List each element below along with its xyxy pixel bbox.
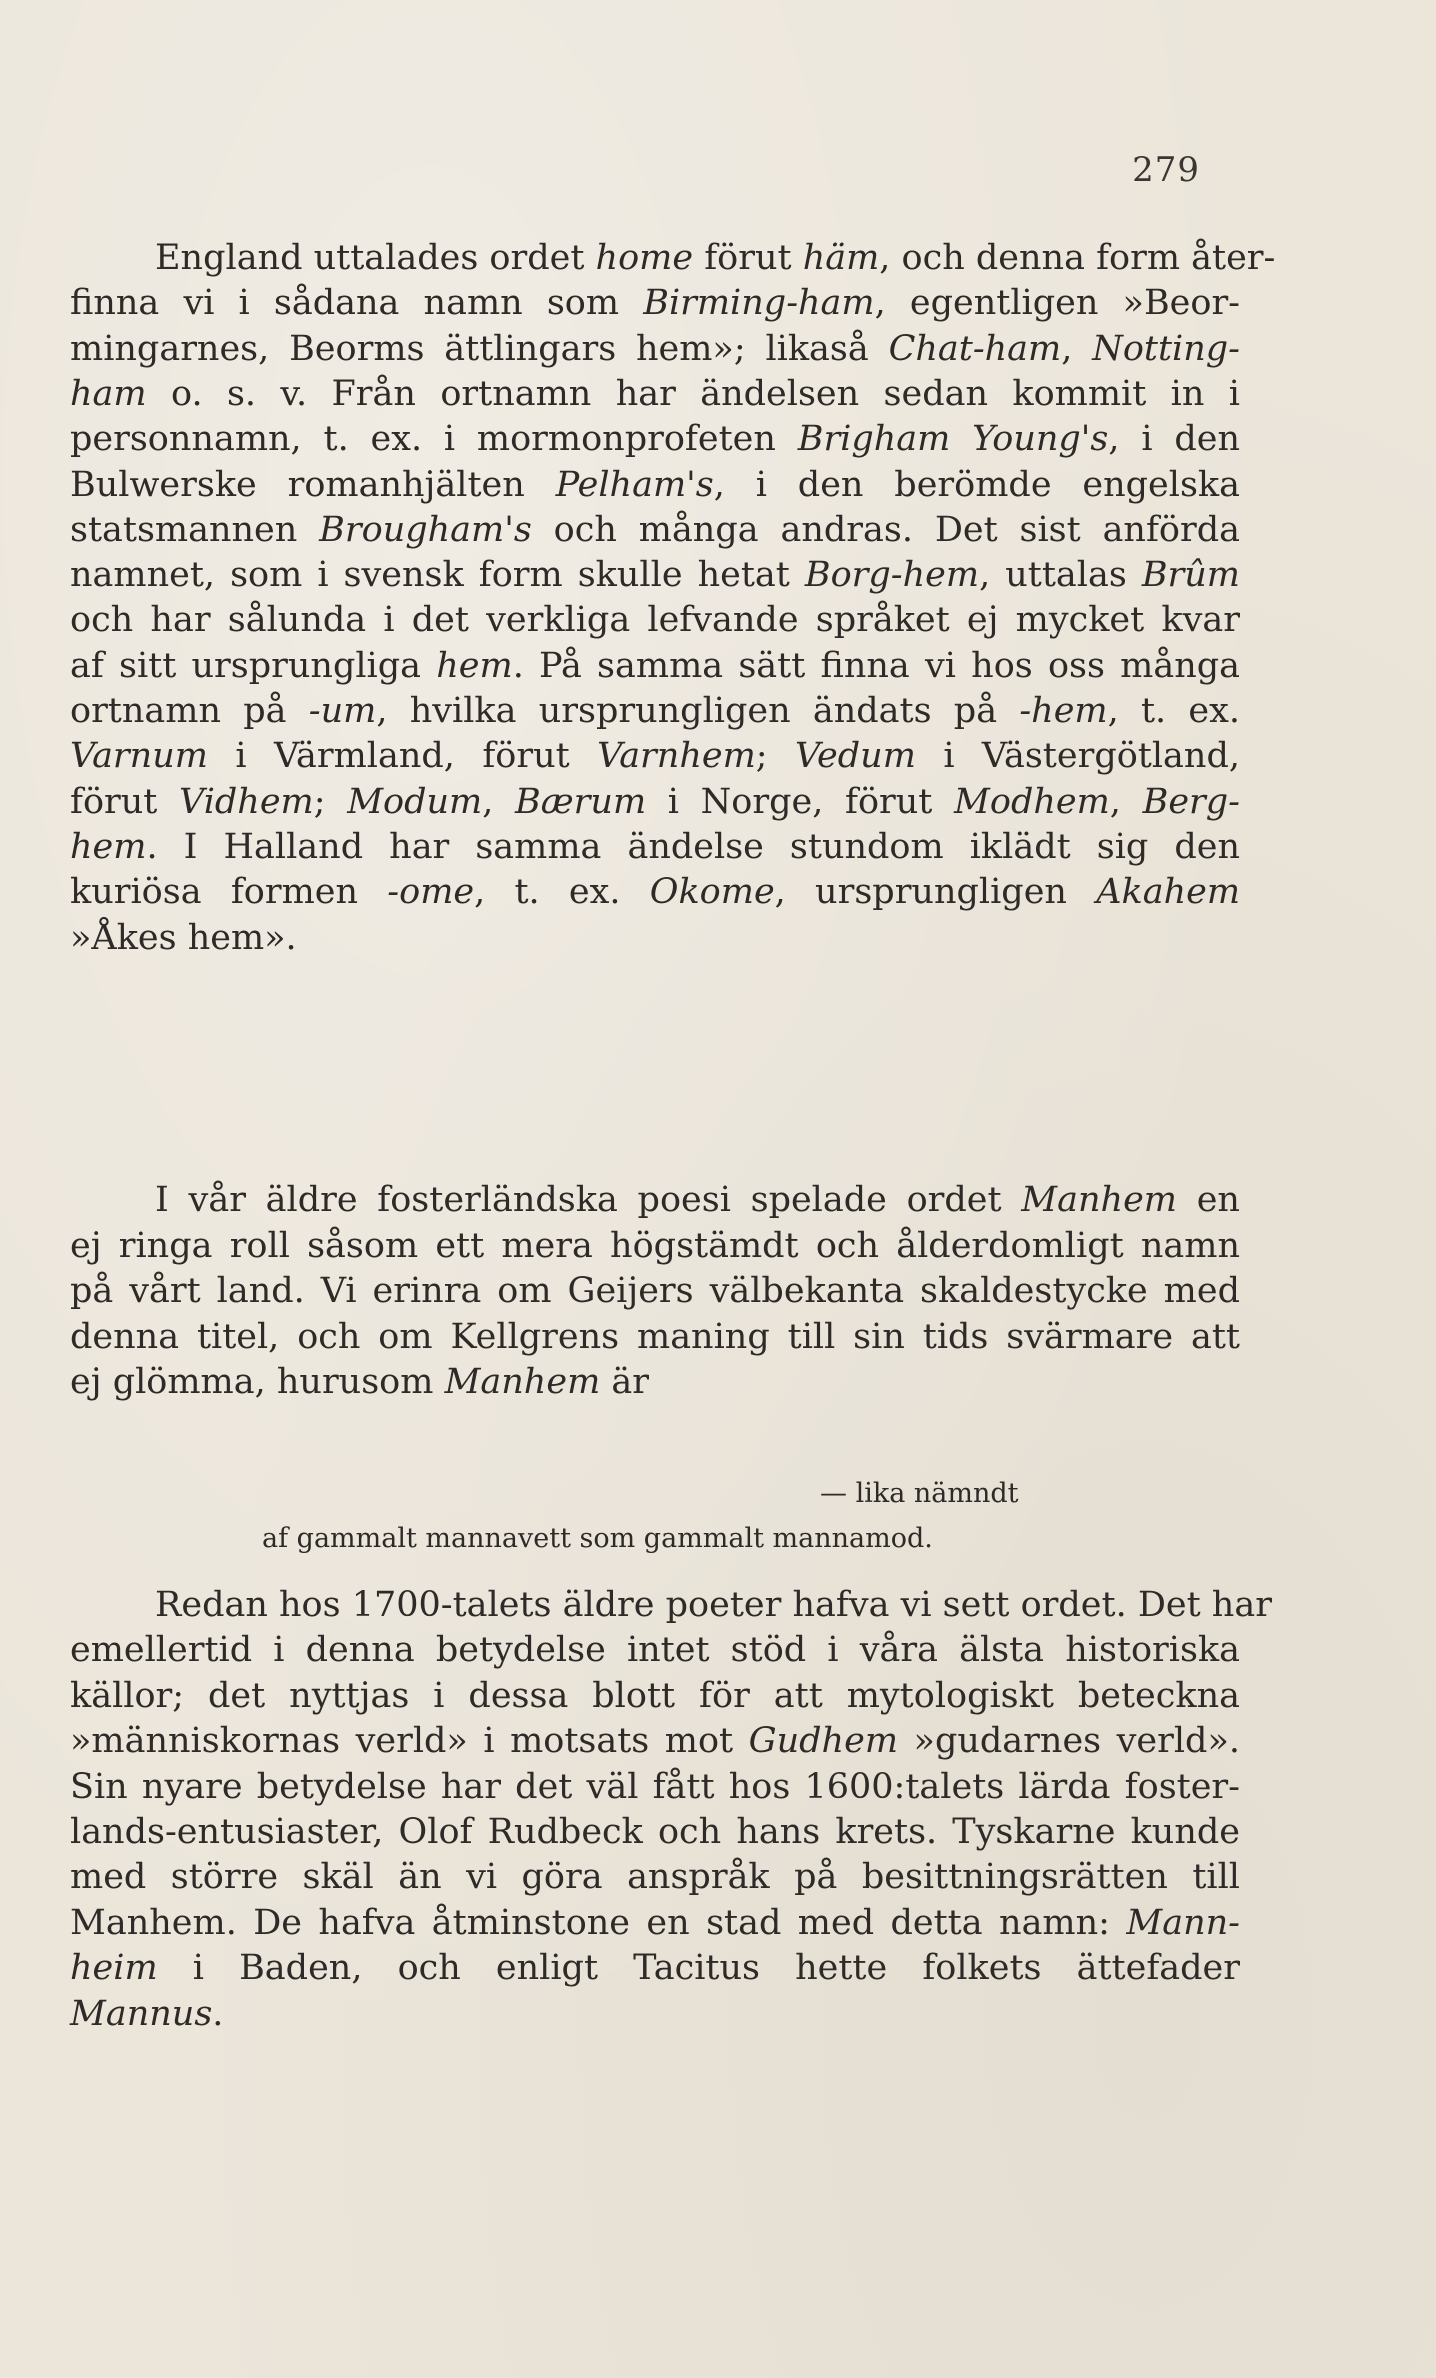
text-run: England uttalades ordet — [155, 238, 596, 278]
p3-line — [70, 1812, 1240, 1852]
italic-term: Chat-ham — [888, 328, 1062, 369]
p1-line — [70, 646, 1240, 686]
text-run: ortnamn på — [70, 691, 309, 731]
text-run: . — [212, 1993, 224, 2034]
italic-term: heim — [70, 1948, 158, 1989]
text-run: , t. ex. — [1107, 691, 1240, 731]
text-run: i Norge, förut — [646, 781, 955, 822]
text-run: i Västergötland, — [915, 736, 1240, 777]
text-run: Sin nyare betydelse har det väl fått hos 1600:talets lärda foster- — [70, 1766, 1240, 1807]
p3-line — [70, 1903, 1240, 1943]
quote-line-2: af gammalt mannavett som gammalt mannamod. — [262, 1523, 933, 1554]
italic-term: Mann- — [1126, 1902, 1240, 1943]
text-run: namnet, som i svensk form skulle hetat — [70, 555, 805, 596]
italic-term: Notting- — [1092, 328, 1240, 369]
text-run: kuriösa formen — [70, 872, 388, 913]
italic-term: Bærum — [515, 781, 647, 822]
p3-line — [70, 1767, 1240, 1807]
p1-line — [70, 283, 1240, 323]
text-run: , i den berömde engelska — [713, 464, 1241, 505]
p3-line — [70, 1948, 1240, 1988]
text-run: i Baden, och enligt Tacitus hette folkets ättefader — [157, 1948, 1240, 1989]
p1-line — [70, 827, 1240, 867]
text-run: finna vi i sådana namn som — [70, 283, 644, 324]
p1-line — [70, 918, 1240, 958]
p3-line — [70, 1630, 1240, 1670]
text-run: »gudarnes verld». — [898, 1721, 1240, 1762]
italic-term: Vidhem — [179, 781, 314, 822]
p1-line — [70, 374, 1240, 414]
p1-line — [70, 465, 1240, 505]
quote-line-1: — lika nämndt — [820, 1478, 1019, 1509]
text-run: ej ringa roll såsom ett mera högstämdt och ålderdomligt namn — [70, 1225, 1240, 1266]
p3-line — [70, 1857, 1240, 1897]
p2-line — [70, 1317, 1240, 1357]
p1-line — [70, 782, 1240, 822]
italic-term: Akahem — [1096, 872, 1241, 913]
text-run: med större skäl än vi göra anspråk på besittningsrätten till — [70, 1857, 1240, 1898]
text-run: mingarnes, Beorms ättlingars hem»; likaså — [70, 328, 889, 369]
text-run: Bulwerske romanhjälten — [70, 464, 556, 505]
italic-term: -hem — [1019, 691, 1108, 731]
italic-term: Borg-hem — [804, 555, 980, 596]
italic-term: ham — [70, 373, 147, 414]
text-run: Redan hos 1700-talets äldre poeter hafva vi sett ordet. Det har — [155, 1585, 1272, 1625]
p1-line — [155, 238, 1276, 278]
text-run: är — [600, 1362, 649, 1402]
p3-line — [70, 1676, 1240, 1716]
text-run: på vårt land. Vi erinra om Geijers välbekanta skaldestycke med — [70, 1271, 1240, 1311]
italic-term: Mannus — [70, 1993, 213, 2034]
p1-line — [70, 329, 1240, 369]
page-number: 279 — [1132, 150, 1200, 190]
text-run: , — [482, 781, 516, 822]
italic-term: Manhem — [1021, 1180, 1177, 1220]
text-run: . I Halland har samma ändelse stundom iklädt sig den — [146, 826, 1240, 867]
italic-term: Manhem — [444, 1362, 601, 1402]
italic-term: -ome — [387, 872, 475, 913]
text-run: i Värmland, förut — [207, 736, 598, 777]
italic-term: hem — [436, 645, 513, 686]
italic-term: Pelham's — [555, 464, 714, 505]
text-run: »Åkes hem». — [70, 917, 297, 958]
italic-term: Brigham Young's — [797, 419, 1109, 460]
italic-term: Varnhem — [597, 736, 756, 777]
italic-term: Okome — [649, 872, 775, 913]
text-run: , uttalas — [979, 555, 1142, 596]
p2-line — [155, 1180, 1240, 1220]
text-run: källor; det nyttjas i dessa blott för att mytologiskt beteckna — [70, 1675, 1240, 1716]
p1-line — [70, 691, 1240, 731]
text-run: en — [1177, 1180, 1240, 1220]
italic-term: häm — [802, 238, 880, 278]
p1-line — [70, 555, 1240, 595]
p2-line — [70, 1271, 1240, 1311]
text-run: emellertid i denna betydelse intet stöd i våra älsta historiska — [70, 1630, 1240, 1671]
text-run: förut — [70, 781, 180, 822]
text-run: denna titel, och om Kellgrens maning till sin tids svärmare att — [70, 1316, 1240, 1357]
text-run: lands-entusiaster, Olof Rudbeck och hans krets. Tyskarne kunde — [70, 1812, 1240, 1852]
italic-term: hem — [70, 826, 147, 867]
p1-line — [70, 419, 1240, 459]
text-run: ; — [755, 736, 795, 777]
text-run: , i den — [1108, 419, 1240, 460]
italic-term: Birming-ham — [643, 283, 875, 324]
p2-line — [70, 1362, 1240, 1402]
text-run: o. s. v. Från ortnamn har ändelsen sedan kommit in i — [146, 373, 1240, 414]
text-run: , t. ex. — [474, 872, 650, 913]
text-run: personnamn, t. ex. i mormonprofeten — [70, 419, 798, 460]
p1-line — [70, 736, 1240, 776]
text-run: , ursprungligen — [774, 872, 1097, 913]
p3-line — [155, 1585, 1272, 1625]
p3-line — [70, 1721, 1240, 1761]
italic-term: home — [595, 238, 694, 278]
text-run: . På samma sätt finna vi hos oss många — [512, 645, 1241, 686]
p3-line — [70, 1994, 1240, 2034]
text-run: , egentligen »Beor- — [874, 283, 1241, 324]
italic-term: Modhem — [954, 781, 1110, 822]
text-run: ; — [313, 781, 348, 822]
text-run: »människornas verld» i motsats mot — [70, 1721, 749, 1762]
text-run: af sitt ursprungliga — [70, 645, 437, 686]
text-run: och har sålunda i det verkliga lefvande språket ej mycket kvar — [70, 600, 1240, 641]
text-run: , hvilka ursprungligen ändats på — [376, 691, 1020, 731]
p1-line — [70, 510, 1240, 550]
italic-term: Brougham's — [319, 509, 532, 550]
text-run: Manhem. De hafva åtminstone en stad med detta namn: — [70, 1902, 1127, 1943]
text-run: , — [1109, 781, 1143, 822]
text-run: förut — [693, 238, 803, 278]
italic-term: Modum — [347, 781, 483, 822]
p1-line — [70, 872, 1240, 912]
italic-term: Gudhem — [748, 1721, 899, 1762]
text-run: I vår äldre fosterländska poesi spelade ordet — [155, 1180, 1022, 1220]
p1-line — [70, 600, 1240, 640]
italic-term: Vedum — [794, 736, 916, 777]
text-run: statsmannen — [70, 509, 320, 550]
text-run: , och denna form åter- — [879, 238, 1276, 278]
text-run: och många andras. Det sist anförda — [531, 509, 1240, 550]
text-run: , — [1061, 328, 1093, 369]
p2-line — [70, 1226, 1240, 1266]
text-run: ej glömma, hurusom — [70, 1362, 445, 1402]
italic-term: -um — [308, 691, 377, 731]
italic-term: Berg- — [1142, 781, 1240, 822]
italic-term: Brûm — [1141, 555, 1240, 596]
italic-term: Varnum — [70, 736, 208, 777]
